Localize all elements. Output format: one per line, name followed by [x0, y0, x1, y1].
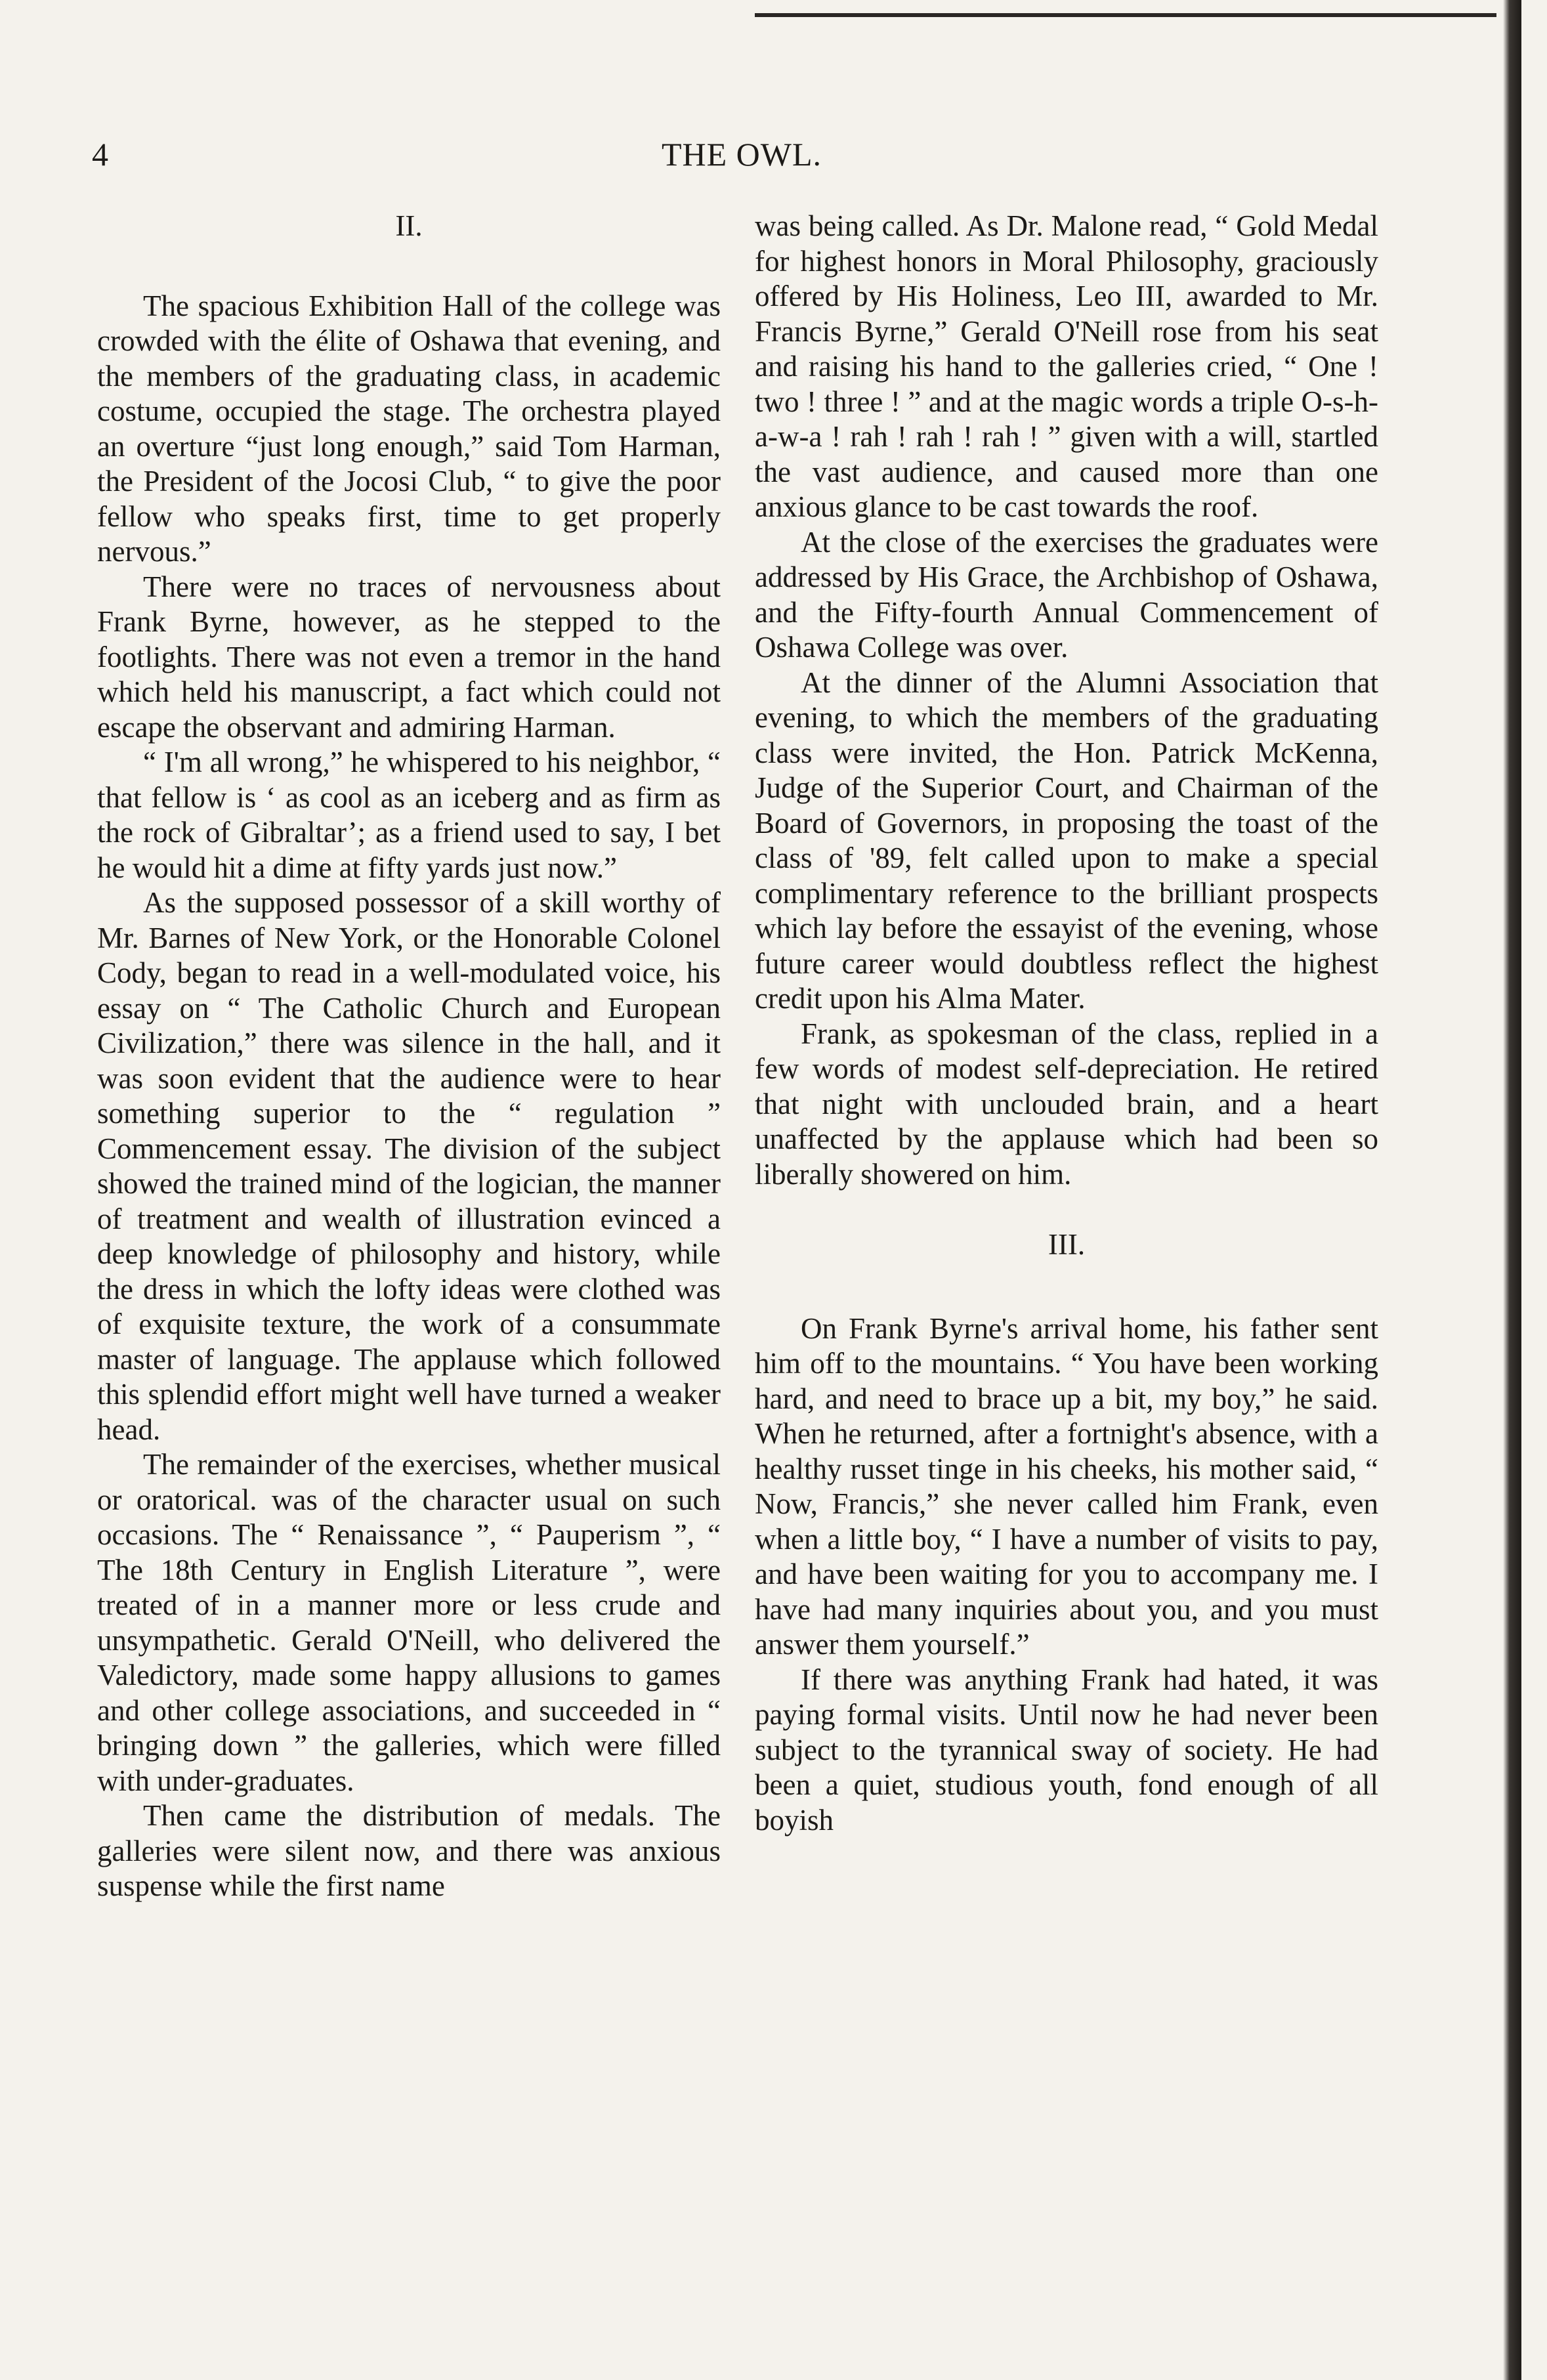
paragraph: The remainder of the exercises, whether musical or oratorical. was of the character usual on such occasions. The “ Renaissance ”, “ Pauperism ”, “ The 18th Century in English Literature ”, were treated of in a manner more or less crude and unsympathetic. Gerald O'Neill, who delivered the Valedictory, made some happy allusions to games and other college associations, and succeeded in “ bringing down ” the galleries, which were filled with under-graduates. [97, 1448, 721, 1797]
paragraph: At the close of the exercises the graduates were addressed by His Grace, the Archbishop of Oshawa, and the Fifty-fourth Annual Commencement of Oshawa College was over. [755, 525, 1378, 664]
paragraph: “ I'm all wrong,” he whispered to his neighbor, “ that fellow is ‘ as cool as an iceberg and as firm as the rock of Gibraltar’; as a friend used to say, I bet he would hit a dime at fifty yards just now.” [97, 746, 721, 884]
left-column [97, 209, 721, 2257]
section-heading-ii: II. [395, 209, 423, 242]
paragraph: At the dinner of the Alumni Association that evening, to which the members of the graduating class were invited, the Hon. Patrick McKenna, Judge of the Superior Court, and Chairman of the Board of Governors, in proposing the toast of the class of '89, felt called upon to make a special complimentary reference to the brilliant prospects which lay before the essayist of the evening, whose future career would doubtless reflect the highest credit upon his Alma Mater. [755, 666, 1378, 1015]
page-number: 4 [92, 136, 108, 173]
top-rule [755, 13, 1496, 17]
section-heading-iii: III. [1048, 1228, 1086, 1261]
paragraph: As the supposed possessor of a skill worthy of Mr. Barnes of New York, or the Honorable Colonel Cody, began to read in a well-modulated voice, his essay on “ The Catholic Church and European Civilization,” there was silence in the hall, and it was soon evident that the audience were to hear something superior to the “ regulation ” Commencement essay. The division of the subject showed the trained mind of the logician, the manner of treatment and wealth of illustration evinced a deep knowledge of philosophy and history, while the dress in which the lofty ideas were clothed was of exquisite texture, the work of a consummate master of language. The applause which followed this splendid effort might well have turned a weaker head. [97, 886, 721, 1446]
running-title: THE OWL. [661, 136, 822, 173]
paragraph: On Frank Byrne's arrival home, his father sent him off to the mountains. “ You have been working hard, and need to brace up a bit, my boy,” he said. When he returned, after a fortnight's absence, with a healthy russet tinge in his cheeks, his mother said, “ Now, Francis,” she never called him Frank, even when a little boy, “ I have a number of visits to pay, and have been waiting for you to accompany me. I have had many inquiries about you, and you must answer them yourself.” [755, 1311, 1378, 1661]
page-edge-shadow [1503, 0, 1521, 2380]
paragraph: If there was anything Frank had hated, it was paying formal visits. Until now he had never been subject to the tyrannical sway of society. He had been a quiet, studious youth, fond enough of all boyish [755, 1663, 1378, 1837]
paragraph: There were no traces of nervousness about Frank Byrne, however, as he stepped to the footlights. There was not even a tremor in the hand which held his manuscript, a fact which could not escape the observant and admiring Harman. [97, 570, 721, 744]
paragraph: The spacious Exhibition Hall of the college was crowded with the élite of Oshawa that evening, and the members of the graduating class, in academic costume, occupied the stage. The orchestra played an overture “just long enough,” said Tom Harman, the President of the Jocosi Club, “ to give the poor fellow who speaks first, time to get properly nervous.” [97, 289, 721, 568]
paragraph-continuation: was being called. As Dr. Malone read, “ Gold Medal for highest honors in Moral Philosophy, graciously offered by His Holiness, Leo III, awarded to Mr. Francis Byrne,” Gerald O'Neill rose from his seat and raising his hand to the galleries cried, “ One ! two ! three ! ” and at the magic words a triple O-s-h-a-w-a ! rah ! rah ! rah ! ” given with a will, startled the vast audience, and caused more than one anxious glance to be cast towards the roof. [755, 209, 1378, 523]
right-column [755, 209, 1378, 2257]
paragraph: Then came the distribution of medals. The galleries were silent now, and there was anxious suspense while the first name [97, 1799, 721, 1902]
paragraph: Frank, as spokesman of the class, replied in a few words of modest self-depreciation. He retired that night with unclouded brain, and a heart unaffected by the applause which had been so liberally showered on him. [755, 1017, 1378, 1191]
